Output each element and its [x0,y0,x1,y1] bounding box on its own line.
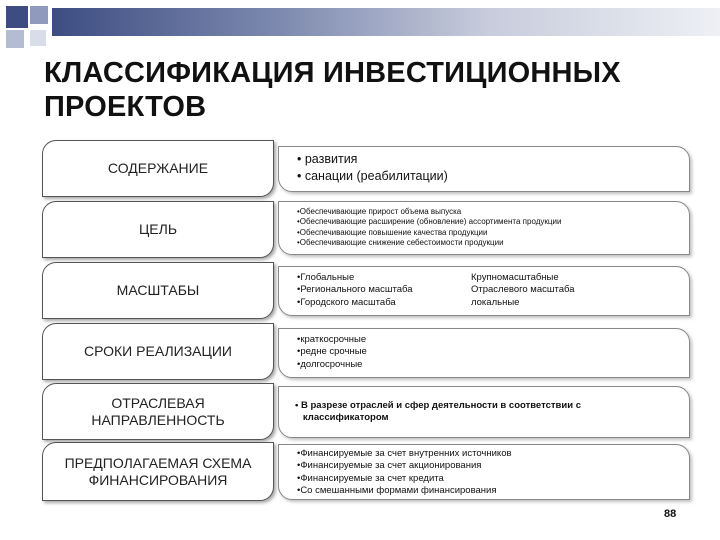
category-label: СРОКИ РЕАЛИЗАЦИИ [84,343,232,359]
page-number: 88 [664,508,677,520]
decor-square-3 [6,30,24,48]
list-item: •долгосрочные [297,358,363,370]
category-content [42,140,274,197]
decor-square-2 [30,6,48,24]
category-timeline [42,323,274,380]
list-item: •Регионального масштаба [297,284,413,296]
category-scale-details [278,266,690,316]
category-industry-details [278,386,690,438]
list-item: •Обеспечивающие расширение (обновление) ассортимента продукции [297,217,562,227]
list-item: • развития [297,152,358,166]
list-item: классификатором [295,412,389,424]
category-financing [42,442,274,501]
category-label: ПРЕДПОЛАГАЕМАЯ СХЕМА ФИНАНСИРОВАНИЯ [64,454,252,488]
list-item: •редне срочные [297,346,367,358]
list-item: •Финансируемые за счет акционирования [297,460,482,472]
list-item: •краткосрочные [297,334,367,345]
list-item: •Финансируемые за счет внутренних источников [297,448,512,459]
list-item: •Городского масштаба [297,296,396,308]
category-content-details [278,146,690,192]
decor-square-1 [6,6,28,28]
category-label: СОДЕРЖАНИЕ [107,160,209,176]
category-scale [42,262,274,319]
category-label: ЦЕЛЬ [138,221,178,237]
list-item: •Глобальные [297,272,355,283]
decor-header-bar [52,8,720,36]
list-item: •Обеспечивающие снижение себестоимости продукции [297,238,504,248]
category-label: ОТРАСЛЕВАЯ НАПРАВЛЕННОСТЬ [91,394,225,428]
list-item: Отраслевого масштаба [471,284,575,296]
list-item: •Обеспечивающие повышение качества продукции [297,227,488,237]
list-item: • санации (реабилитации) [297,169,448,183]
category-financing-details [278,444,690,500]
list-item: • В разрезе отраслей и сфер деятельности в соответствии с [295,400,581,411]
list-item: Крупномасштабные [471,272,559,283]
decor-square-4 [30,30,46,46]
list-item: локальные [471,296,520,308]
category-label: МАСШТАБЫ [116,282,200,298]
category-goal-details [278,201,690,255]
list-item: •Финансируемые за счет кредита [297,472,444,484]
page-title: КЛАССИФИКАЦИЯ ИНВЕСТИЦИОННЫХ ПРОЕКТОВ [44,57,621,123]
category-timeline-details [278,328,690,378]
list-item: •Обеспечивающие прирост объема выпуска [297,207,462,216]
category-industry [42,383,274,440]
list-item: •Со смешанными формами финансирования [297,484,497,496]
category-goal [42,201,274,258]
